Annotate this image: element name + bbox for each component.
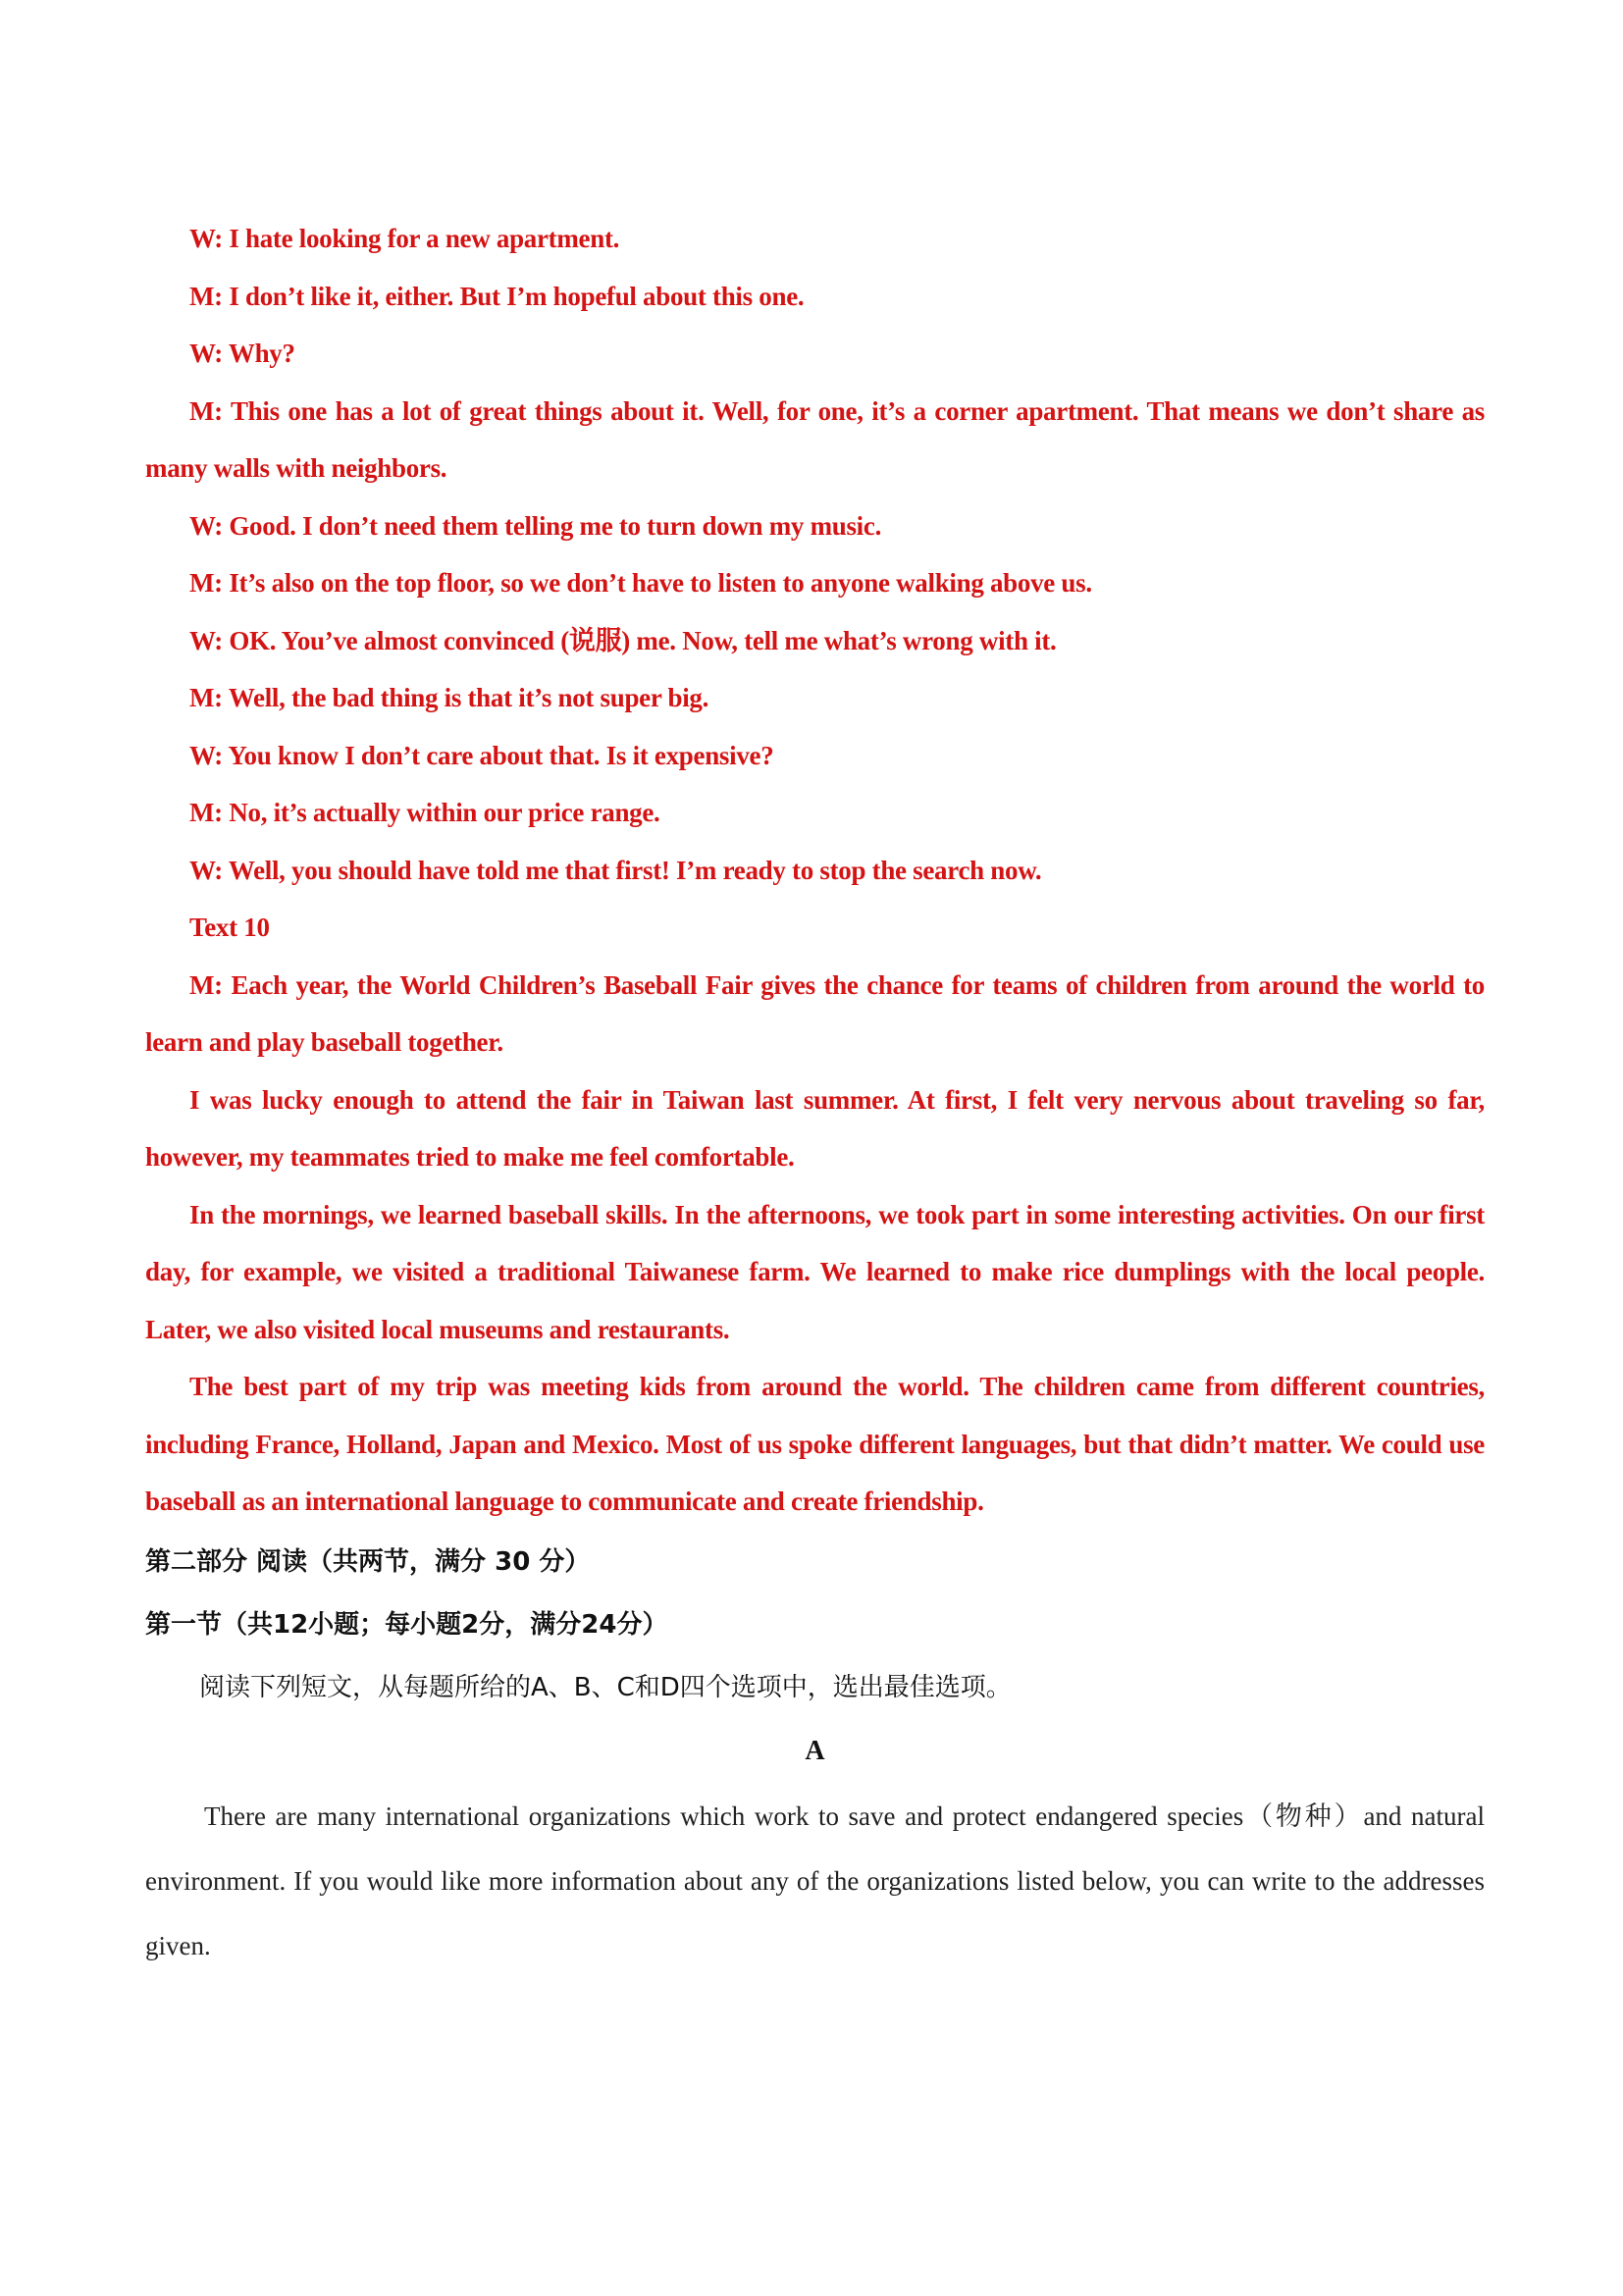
transcript-paragraph: The best part of my trip was meeting kids from around the world. The children came from different countries, including France, Holland, Japan and Mexico. Most of us spoke different languages, but that didn’t matter. We could use baseball as an international language to communicate and create friendship. xyxy=(145,1372,1485,1516)
transcript-line: M: No, it’s actually within our price range. xyxy=(189,798,660,827)
transcript-line: W: Good. I don’t need them telling me to turn down my music. xyxy=(189,510,882,541)
transcript-line: M: It’s also on the top floor, so we don’t have to listen to anyone walking above us. xyxy=(189,568,1092,598)
transcript-paragraph: I was lucky enough to attend the fair in Taiwan last summer. At first, I felt very nervous about traveling so far, however, my teammates tried to make me feel comfortable. xyxy=(145,1084,1485,1172)
sub-heading: 第一节（共12小题；每小题2分，满分24分） xyxy=(145,1609,668,1640)
transcript-line: M: I don’t like it, either. But I’m hopeful about this one. xyxy=(189,281,805,311)
transcript-line: W: I hate looking for a new apartment. xyxy=(189,224,620,253)
transcript-line: M: This one has a lot of great things about it. Well, for one, it’s a corner apartment. That means we don’t share as many walls with neighbors. xyxy=(145,395,1485,483)
transcript-line: W: You know I don’t care about that. Is it expensive? xyxy=(189,740,774,770)
instruction-text: 阅读下列短文，从每题所给的A、B、C和D四个选项中，选出最佳选项。 xyxy=(199,1672,1012,1702)
passage-label: A xyxy=(805,1735,825,1766)
page-content xyxy=(145,210,1485,1978)
transcript-line: W: Well, you should have told me that first! I’m ready to stop the search now. xyxy=(189,855,1042,885)
transcript-line: W: OK. You’ve almost convinced (说服) me. Now, tell me what’s wrong with it. xyxy=(189,625,1057,655)
listening-transcript xyxy=(145,210,1485,1531)
transcript-line: M: Well, the bad thing is that it’s not super big. xyxy=(189,683,709,712)
text-10-label: Text 10 xyxy=(189,913,270,942)
transcript-line: W: Why? xyxy=(189,339,295,368)
transcript-paragraph: In the mornings, we learned baseball skills. In the afternoons, we took part in some interesting activities. On our first day, for example, we visited a traditional Taiwanese farm. We learned to make rice dumplings with the local people. Later, we also visited local museums and restaurants. xyxy=(145,1199,1485,1344)
part-heading: 第二部分 阅读（共两节，满分 30 分） xyxy=(145,1546,591,1577)
passage-text: There are many international organizations which work to save and protect endangered species（物种）and natural environment. If you would like more information about any of the organizations listed below, you can write to the addresses given. xyxy=(145,1800,1485,1960)
transcript-paragraph: M: Each year, the World Children’s Baseball Fair gives the chance for teams of children from around the world to learn and play baseball together. xyxy=(145,969,1485,1057)
